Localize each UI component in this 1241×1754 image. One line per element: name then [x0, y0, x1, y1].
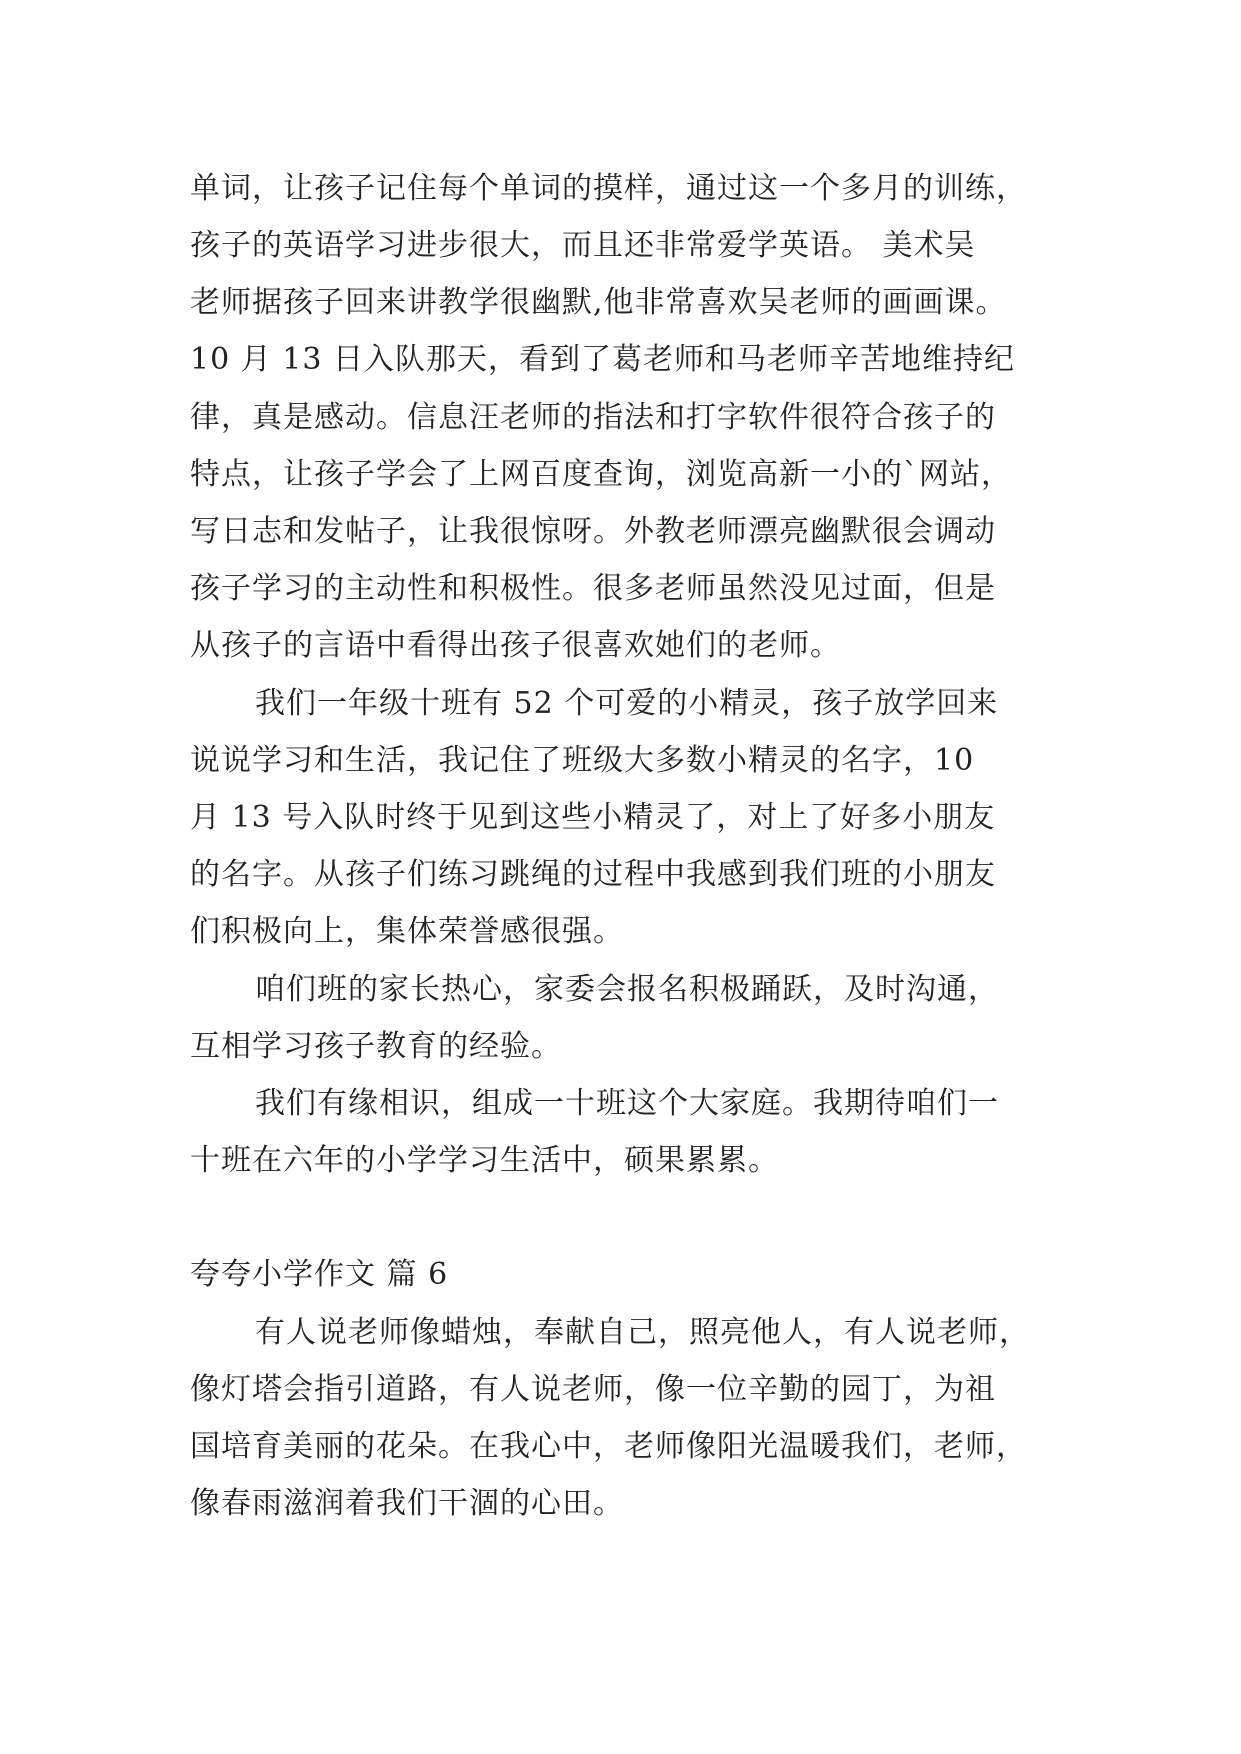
section-title: 夸夸小学作文 篇 6: [190, 1257, 449, 1292]
paragraph-line: 我们有缘相识，组成一十班这个大家庭。我期待咱们一: [255, 1086, 999, 1121]
paragraph-line: 像春雨滋润着我们干涸的心田。: [190, 1486, 624, 1521]
paragraph-line: 10 月 13 日入队那天，看到了葛老师和马老师辛苦地维持纪: [190, 342, 1015, 377]
paragraph-line: 说说学习和生活，我记住了班级大多数小精灵的名字，10: [190, 743, 975, 778]
paragraph-line: 的名字。从孩子们练习跳绳的过程中我感到我们班的小朋友: [190, 857, 996, 892]
paragraph-line: 咱们班的家长热心，家委会报名积极踊跃，及时沟通，: [255, 972, 999, 1007]
paragraph-line: 月 13 号入队时终于见到这些小精灵了，对上了好多小朋友: [190, 800, 996, 835]
paragraph-line: 孩子的英语学习进步很大，而且还非常爱学英语。 美术吴: [190, 228, 976, 263]
paragraph-line: 特点，让孩子学会了上网百度查询，浏览高新一小的`网站，: [190, 457, 1012, 492]
paragraph-line: 律，真是感动。信息汪老师的指法和打字软件很符合孩子的: [190, 400, 996, 435]
paragraph-line: 单词，让孩子记住每个单词的摸样，通过这一个多月的训练，: [190, 171, 1027, 206]
paragraph-line: 国培育美丽的花朵。在我心中，老师像阳光温暖我们，老师，: [190, 1429, 1027, 1464]
paragraph-line: 孩子学习的主动性和积极性。很多老师虽然没见过面，但是: [190, 571, 996, 606]
paragraph-line: 有人说老师像蜡烛，奉献自己，照亮他人，有人说老师，: [255, 1315, 1030, 1350]
paragraph-line: 像灯塔会指引道路，有人说老师，像一位辛勤的园丁，为祖: [190, 1372, 996, 1407]
paragraph-line: 写日志和发帖子，让我很惊呀。外教老师漂亮幽默很会调动: [190, 514, 996, 549]
paragraph-line: 老师据孩子回来讲教学很幽默,他非常喜欢吴老师的画画课。: [190, 285, 1007, 320]
paragraph-line: 互相学习孩子教育的经验。: [190, 1029, 562, 1064]
paragraph-line: 我们一年级十班有 52 个可爱的小精灵，孩子放学回来: [255, 686, 999, 721]
paragraph-line: 从孩子的言语中看得出孩子很喜欢她们的老师。: [190, 628, 841, 663]
paragraph-line: 十班在六年的小学学习生活中，硕果累累。: [190, 1143, 779, 1178]
paragraph-line: 们积极向上，集体荣誉感很强。: [190, 914, 624, 949]
